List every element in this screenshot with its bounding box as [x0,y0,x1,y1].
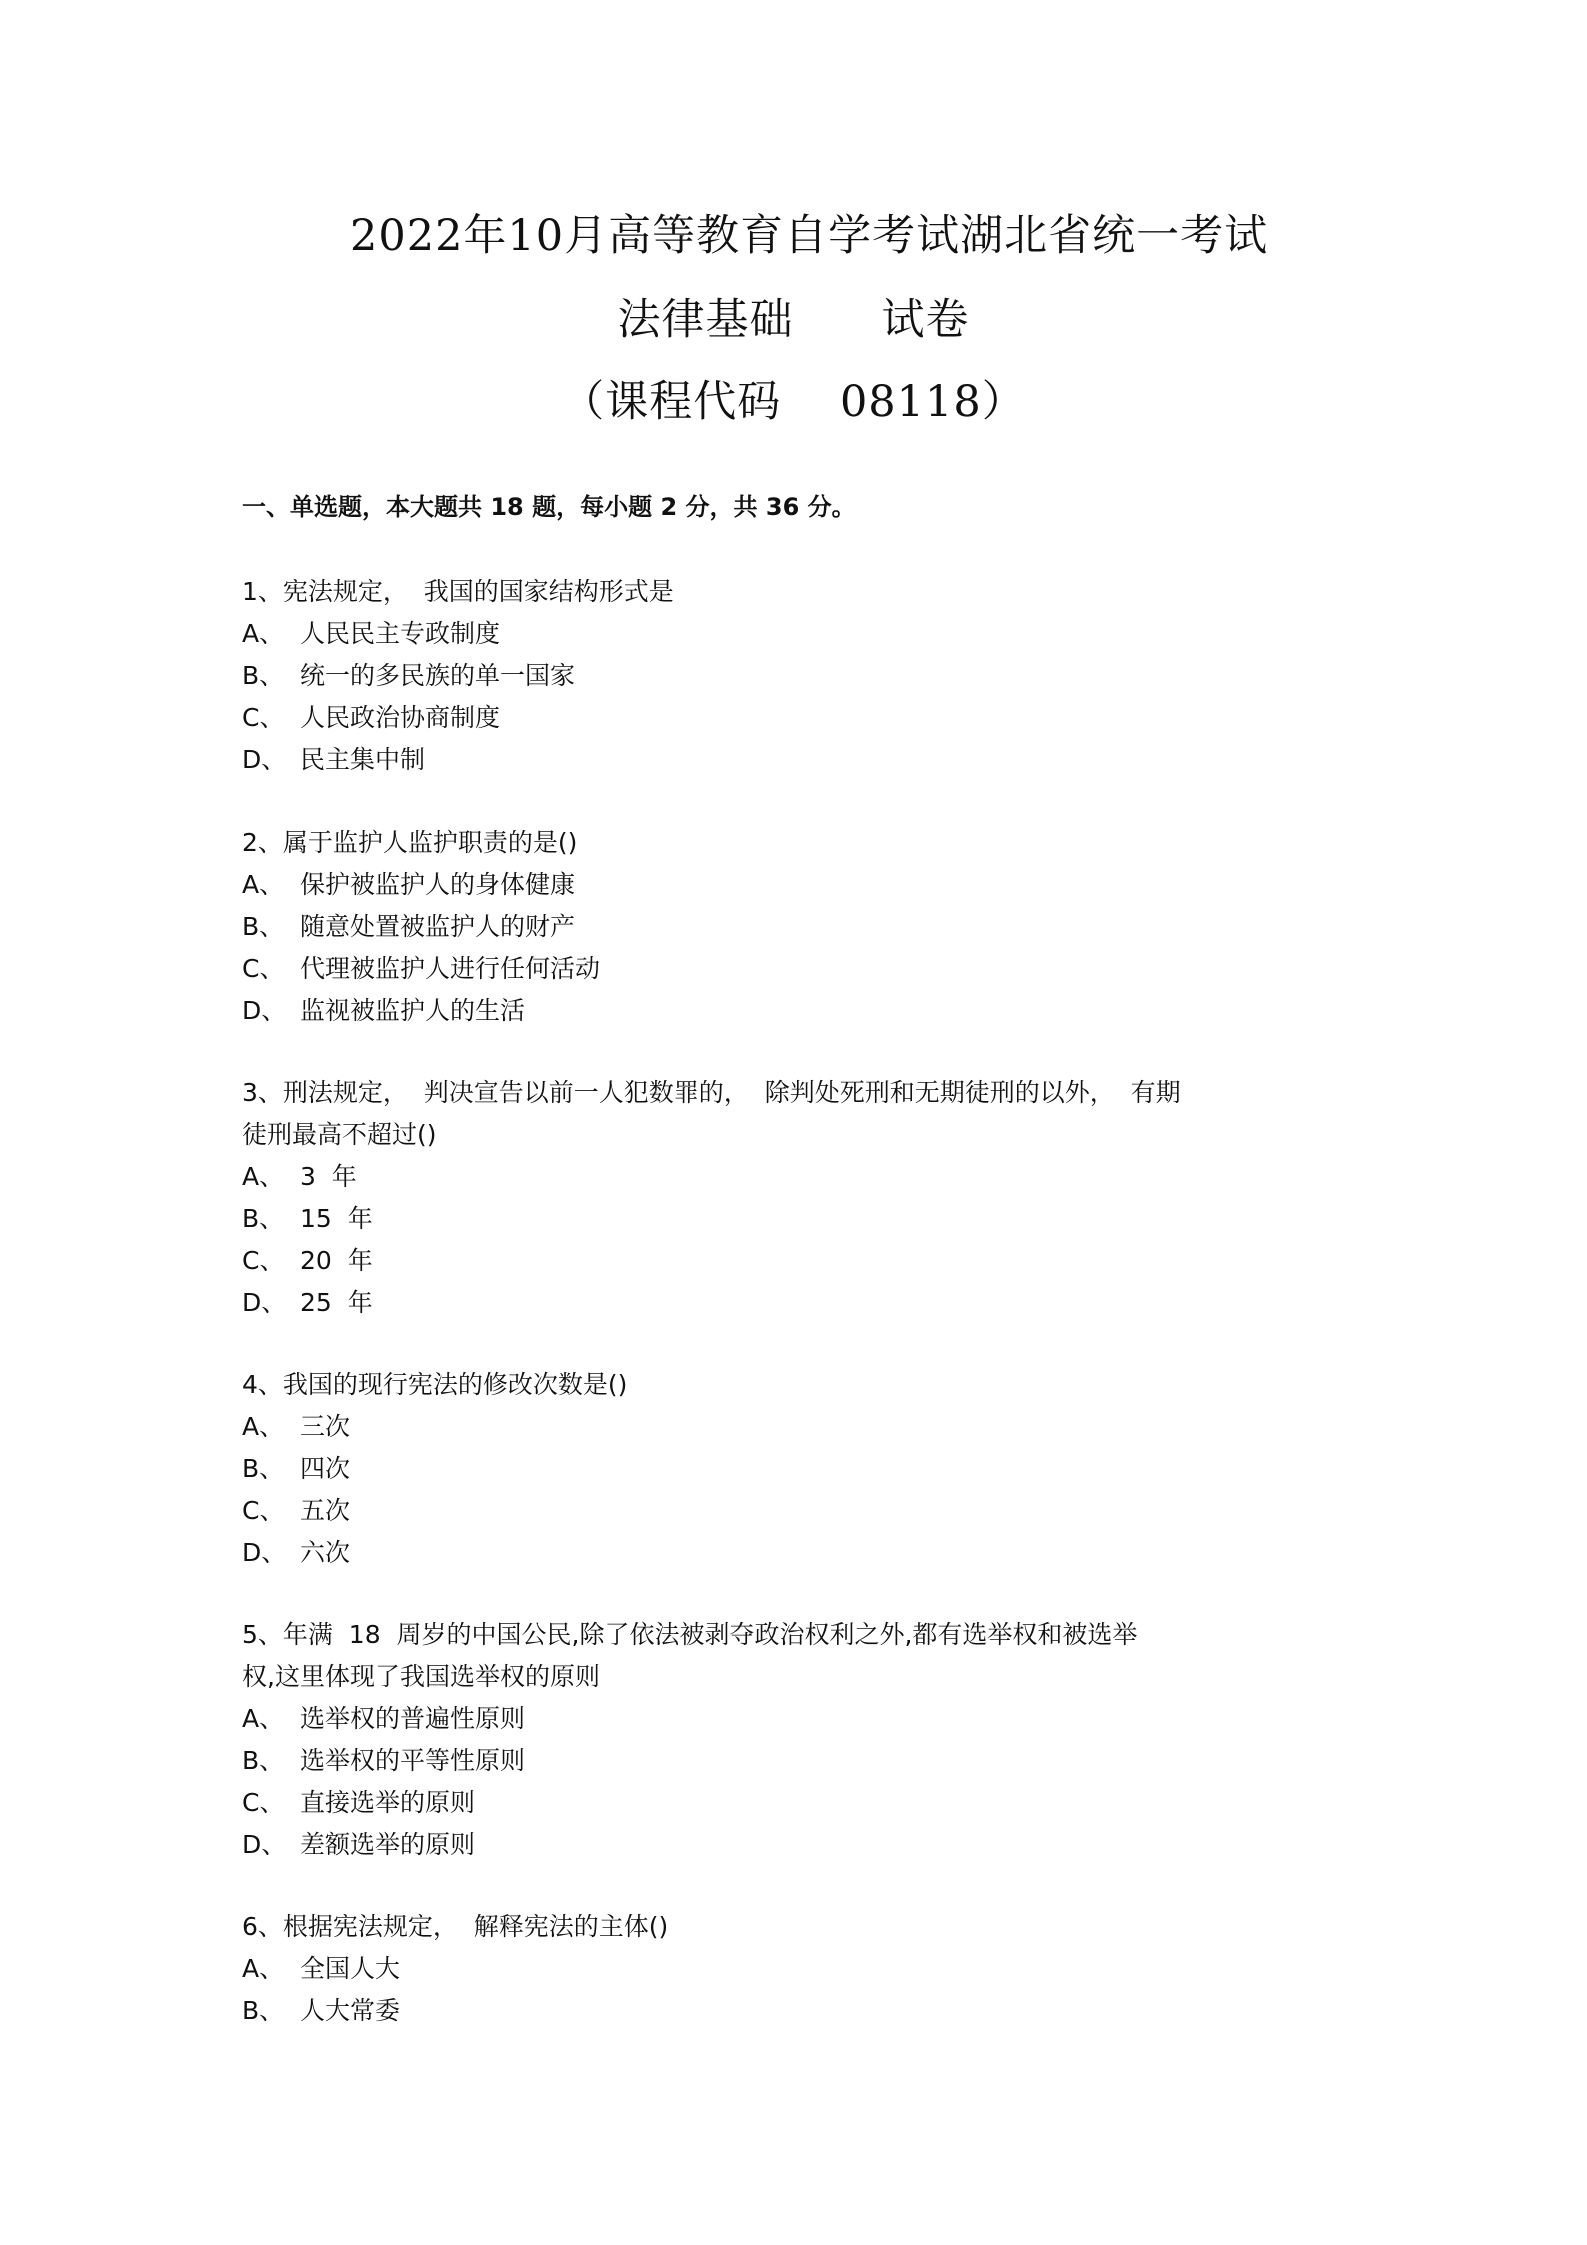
option-letter: C、 [242,1496,285,1525]
option-text: 六次 [300,1538,351,1567]
option-letter: D、 [242,1288,287,1317]
option-letter: C、 [242,1246,285,1275]
option-letter: A、 [242,1162,285,1191]
option-d [242,990,1342,1032]
option-letter: D、 [242,1830,287,1859]
option-letter: B、 [242,1996,285,2025]
option-text: 统一的多民族的单一国家 [300,661,576,690]
question-3 [242,1072,1342,1324]
question-stem: 2、属于监护人监护职责的是() [242,828,578,857]
option-a [242,1948,1342,1990]
option-text: 差额选举的原则 [300,1830,476,1859]
question-stem: 6、根据宪法规定， 解释宪法的主体() [242,1912,669,1941]
option-text: 选举权的普遍性原则 [300,1704,526,1733]
option-letter: B、 [242,661,285,690]
option-letter: A、 [242,1704,285,1733]
option-b [242,1990,1342,2032]
option-c [242,948,1342,990]
section-heading: 一、单选题，本大题共 18 题，每小题 2 分，共 36 分。 [242,493,856,521]
option-b [242,1198,1342,1240]
option-text: 25 年 [300,1288,373,1317]
course-code: （课程代码 08118） [561,377,1026,427]
option-letter: D、 [242,745,287,774]
option-text: 保护被监护人的身体健康 [300,870,576,899]
option-text: 监视被监护人的生活 [300,996,526,1025]
question-6 [242,1906,1342,2032]
option-text: 民主集中制 [300,745,426,774]
question-5 [242,1614,1342,1866]
option-d [242,1824,1342,1866]
option-a [242,613,1342,655]
option-d [242,739,1342,781]
option-text: 人民政治协商制度 [300,703,501,732]
option-text: 全国人大 [300,1954,401,1983]
option-letter: A、 [242,619,285,648]
option-c [242,1240,1342,1282]
option-b [242,906,1342,948]
option-letter: A、 [242,1412,285,1441]
option-letter: C、 [242,1788,285,1817]
option-text: 20 年 [300,1246,373,1275]
option-letter: B、 [242,1454,285,1483]
option-letter: D、 [242,1538,287,1567]
option-d [242,1532,1342,1574]
question-stem: 5、年满 18 周岁的中国公民,除了依法被剥夺政治权利之外,都有选举权和被选举 权,这里体现了我国选举权的原则 [242,1620,1138,1691]
option-text: 人大常委 [300,1996,401,2025]
exam-title: 2022年10月高等教育自学考试湖北省统一考试 [350,211,1269,261]
option-letter: C、 [242,703,285,732]
question-4 [242,1364,1342,1574]
option-letter: B、 [242,1204,285,1233]
option-c [242,697,1342,739]
option-letter: A、 [242,1954,285,1983]
question-stem: 4、我国的现行宪法的修改次数是() [242,1370,628,1399]
option-a [242,864,1342,906]
option-letter: B、 [242,912,285,941]
option-text: 随意处置被监护人的财产 [300,912,576,941]
option-text: 三次 [300,1412,351,1441]
option-text: 直接选举的原则 [300,1788,476,1817]
option-b [242,1448,1342,1490]
exam-subject: 法律基础 试卷 [617,295,970,345]
option-d [242,1282,1342,1324]
option-c [242,1490,1342,1532]
option-text: 五次 [300,1496,351,1525]
option-text: 选举权的平等性原则 [300,1746,526,1775]
option-c [242,1782,1342,1824]
option-letter: B、 [242,1746,285,1775]
option-b [242,655,1342,697]
option-text: 3 年 [300,1162,357,1191]
option-a [242,1406,1342,1448]
option-letter: C、 [242,954,285,983]
option-text: 15 年 [300,1204,373,1233]
option-letter: D、 [242,996,287,1025]
question-stem: 1、宪法规定， 我国的国家结构形式是 [242,577,674,606]
option-text: 代理被监护人进行任何活动 [300,954,601,983]
question-stem: 3、刑法规定， 判决宣告以前一人犯数罪的， 除判处死刑和无期徒刑的以外， 有期 徒刑最高不超过() [242,1078,1181,1149]
option-letter: A、 [242,870,285,899]
option-text: 人民民主专政制度 [300,619,501,648]
option-text: 四次 [300,1454,351,1483]
question-1 [242,571,1342,781]
option-b [242,1740,1342,1782]
option-a [242,1156,1342,1198]
question-2 [242,822,1342,1032]
option-a [242,1698,1342,1740]
